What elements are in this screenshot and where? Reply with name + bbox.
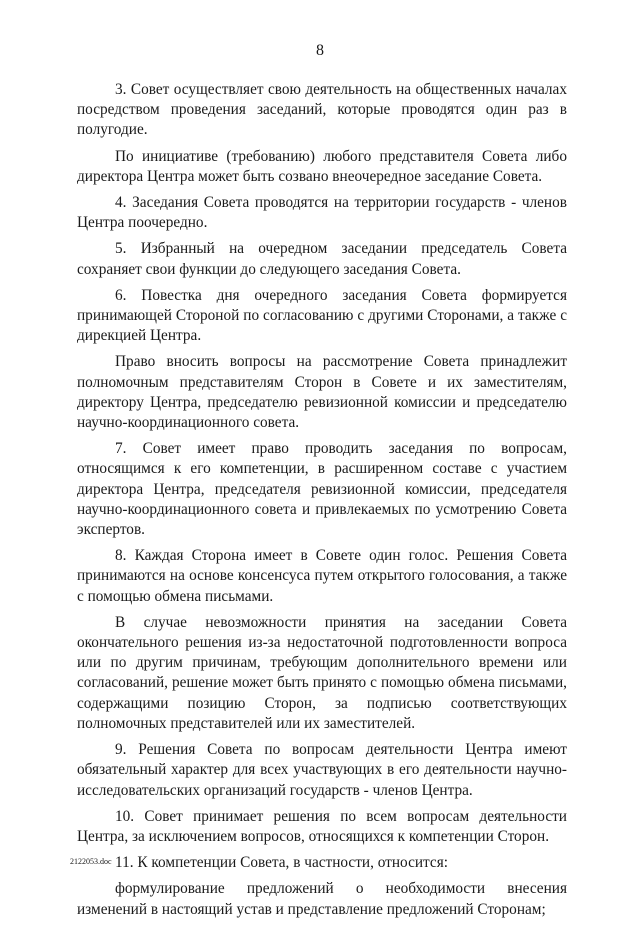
- paragraph-10: 10. Совет принимает решения по всем вопросам деятельности Центра, за исключением вопросов, относящихся к компетенции Сторон.: [77, 807, 567, 845]
- paragraph-6-right: Право вносить вопросы на рассмотрение Совета принадлежит полномочным представителям Сторон в Совете и их заместителям, директору Центра, председателю ревизионной комиссии и председателю научно-координационного совета.: [77, 353, 567, 432]
- paragraph-9: 9. Решения Совета по вопросам деятельности Центра имеют обязательный характер для всех участвующих в его деятельности научно-исследовательских организаций государств - членов Центра.: [77, 741, 567, 799]
- paragraph-5: 5. Избранный на очередном заседании председатель Совета сохраняет свои функции до следующего заседания Совета.: [77, 240, 567, 278]
- paragraph-8: 8. Каждая Сторона имеет в Совете один голос. Решения Совета принимаются на основе консенсуса путем открытого голосования, а также с помощью обмена письмами.: [77, 547, 567, 605]
- paragraph-3-extraordinary: По инициативе (требованию) любого представителя Совета либо директора Центра может быть созвано внеочередное заседание Совета.: [77, 147, 567, 185]
- paragraph-3: 3. Совет осуществляет свою деятельность на общественных началах посредством проведения заседаний, которые проводятся один раз в полугодие.: [77, 81, 567, 139]
- document-body: [77, 80, 567, 926]
- page-number: 8: [316, 42, 324, 59]
- paragraph-11: 11. К компетенции Совета, в частности, относится:: [115, 854, 448, 872]
- paragraph-6: 6. Повестка дня очередного заседания Совета формируется принимающей Стороной по согласованию с другими Сторонами, а также с дирекцией Центра.: [77, 286, 567, 345]
- paragraph-4: 4. Заседания Совета проводятся на территории государств - членов Центра поочередно.: [77, 194, 567, 232]
- paragraph-8-letters: В случае невозможности принятия на заседании Совета окончательного решения из-за недостаточной подготовленности вопроса или по другим причинам, требующим дополнительного времени или согласований, решение может быть принято с помощью обмена письмами, содержащими позицию Сторон, за подписью соответствующих полномочных представителей или их заместителей.: [77, 613, 567, 732]
- file-name-footer: 2122053.doc: [70, 857, 112, 866]
- paragraph-7: 7. Совет имеет право проводить заседания по вопросам, относящимся к его компетенции, в расширенном составе с участием директора Центра, председателя ревизионной комиссии, председателя научно-координационного совета и привлекаемых по усмотрению Совета экспертов.: [77, 440, 567, 539]
- paragraph-11-item: формулирование предложений о необходимости внесения изменений в настоящий устав и представление предложений Сторонам;: [77, 880, 567, 918]
